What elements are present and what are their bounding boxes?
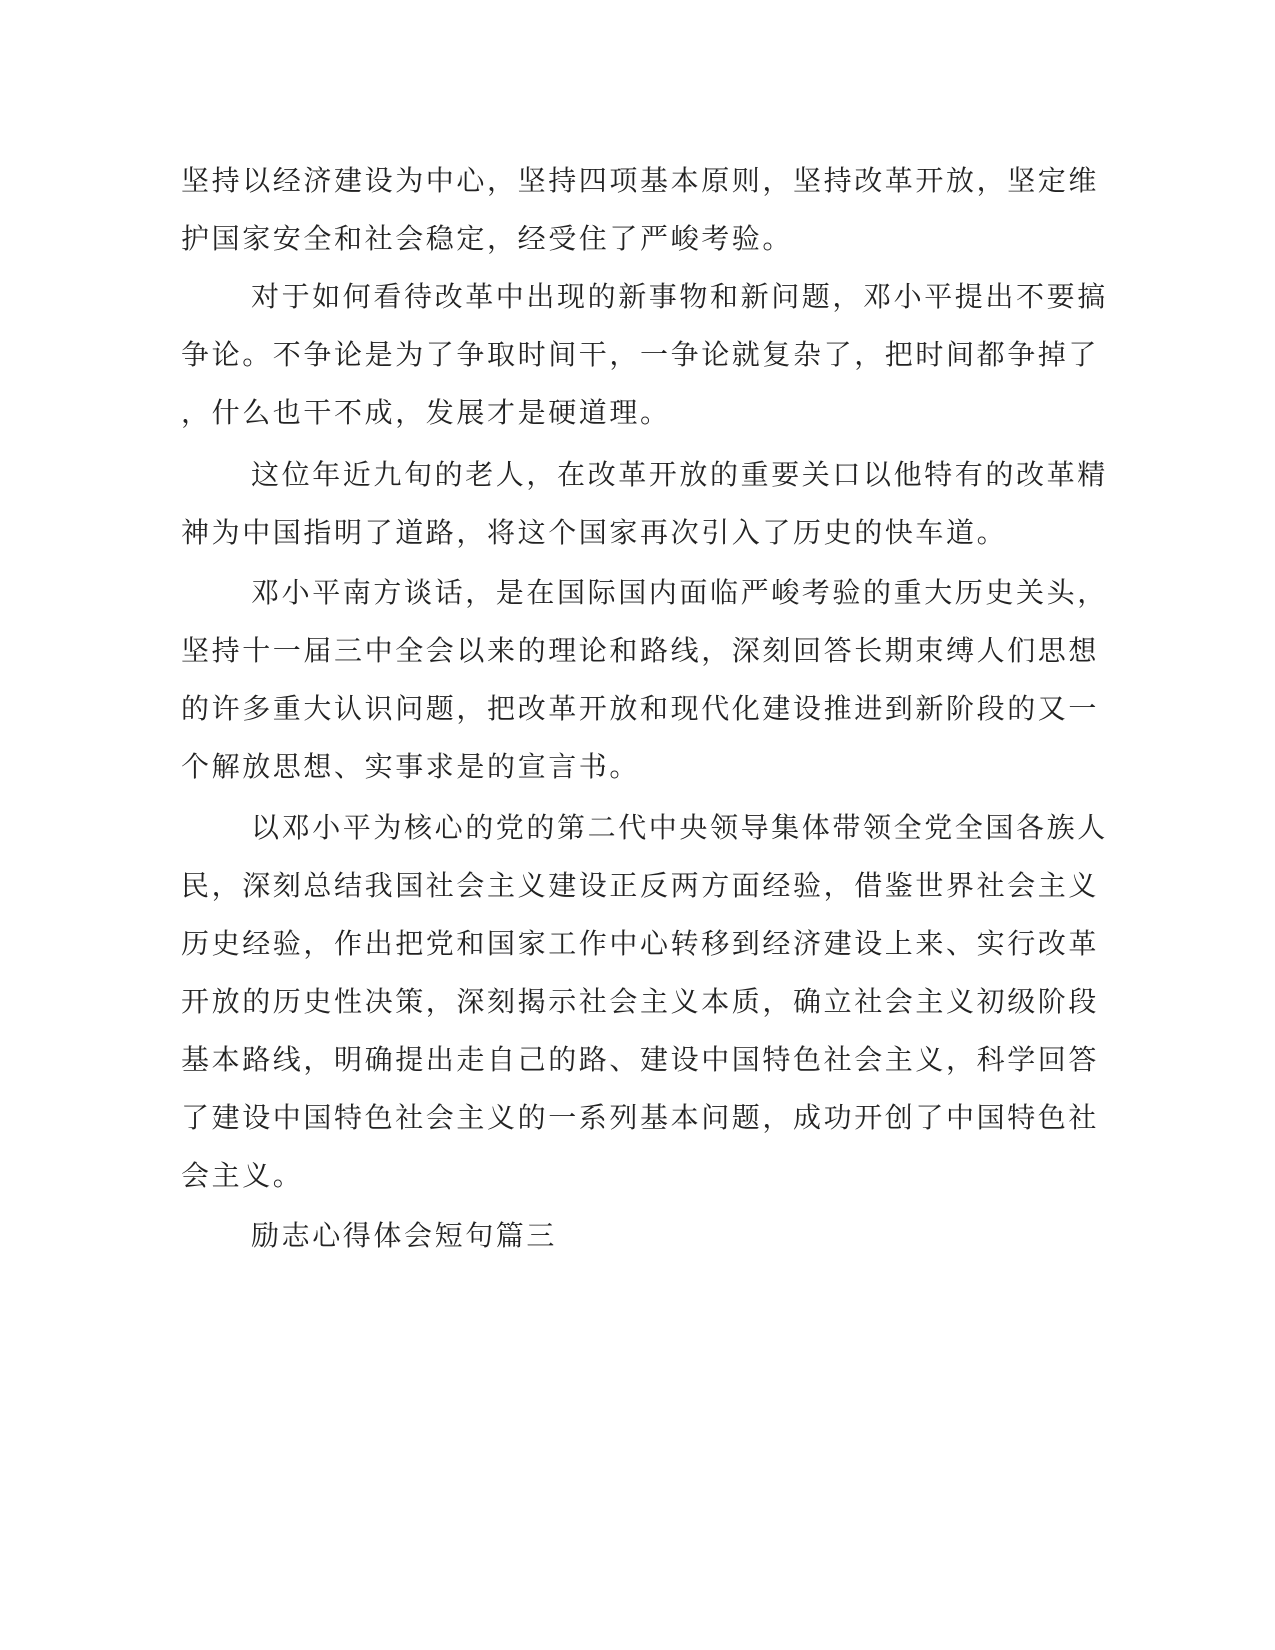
paragraph-5-line-2: 民，深刻总结我国社会主义建设正反两方面经验，借鉴世界社会主义 xyxy=(181,869,1100,902)
paragraph-5-line-6: 了建设中国特色社会主义的一系列基本问题，成功开创了中国特色社 xyxy=(181,1101,1100,1134)
paragraph-4-line-2: 坚持十一届三中全会以来的理论和路线，深刻回答长期束缚人们思想 xyxy=(181,634,1100,667)
paragraph-5-line-4: 开放的历史性决策，深刻揭示社会主义本质，确立社会主义初级阶段 xyxy=(181,985,1100,1018)
paragraph-2-line-1: 对于如何看待改革中出现的新事物和新问题，邓小平提出不要搞 xyxy=(251,280,1108,313)
paragraph-2-line-2: 争论。不争论是为了争取时间干，一争论就复杂了，把时间都争掉了 xyxy=(181,338,1100,371)
paragraph-5-line-7: 会主义。 xyxy=(181,1159,304,1192)
paragraph-4-line-1: 邓小平南方谈话，是在国际国内面临严峻考验的重大历史关头， xyxy=(251,576,1108,609)
section-heading: 励志心得体会短句篇三 xyxy=(251,1219,558,1252)
paragraph-3-line-1: 这位年近九旬的老人，在改革开放的重要关口以他特有的改革精 xyxy=(251,458,1108,491)
paragraph-4-line-4: 个解放思想、实事求是的宣言书。 xyxy=(181,750,641,783)
paragraph-5-line-1: 以邓小平为核心的党的第二代中央领导集体带领全党全国各族人 xyxy=(251,811,1108,844)
paragraph-2-line-3: ，什么也干不成，发展才是硬道理。 xyxy=(181,396,671,429)
paragraph-5-line-5: 基本路线，明确提出走自己的路、建设中国特色社会主义，科学回答 xyxy=(181,1043,1100,1076)
paragraph-1-line-2: 护国家安全和社会稳定，经受住了严峻考验。 xyxy=(181,222,794,255)
paragraph-1-line-1: 坚持以经济建设为中心，坚持四项基本原则，坚持改革开放，坚定维 xyxy=(181,164,1100,197)
paragraph-3-line-2: 神为中国指明了道路，将这个国家再次引入了历史的快车道。 xyxy=(181,516,1008,549)
paragraph-4-line-3: 的许多重大认识问题，把改革开放和现代化建设推进到新阶段的又一 xyxy=(181,692,1100,725)
paragraph-5-line-3: 历史经验，作出把党和国家工作中心转移到经济建设上来、实行改革 xyxy=(181,927,1100,960)
